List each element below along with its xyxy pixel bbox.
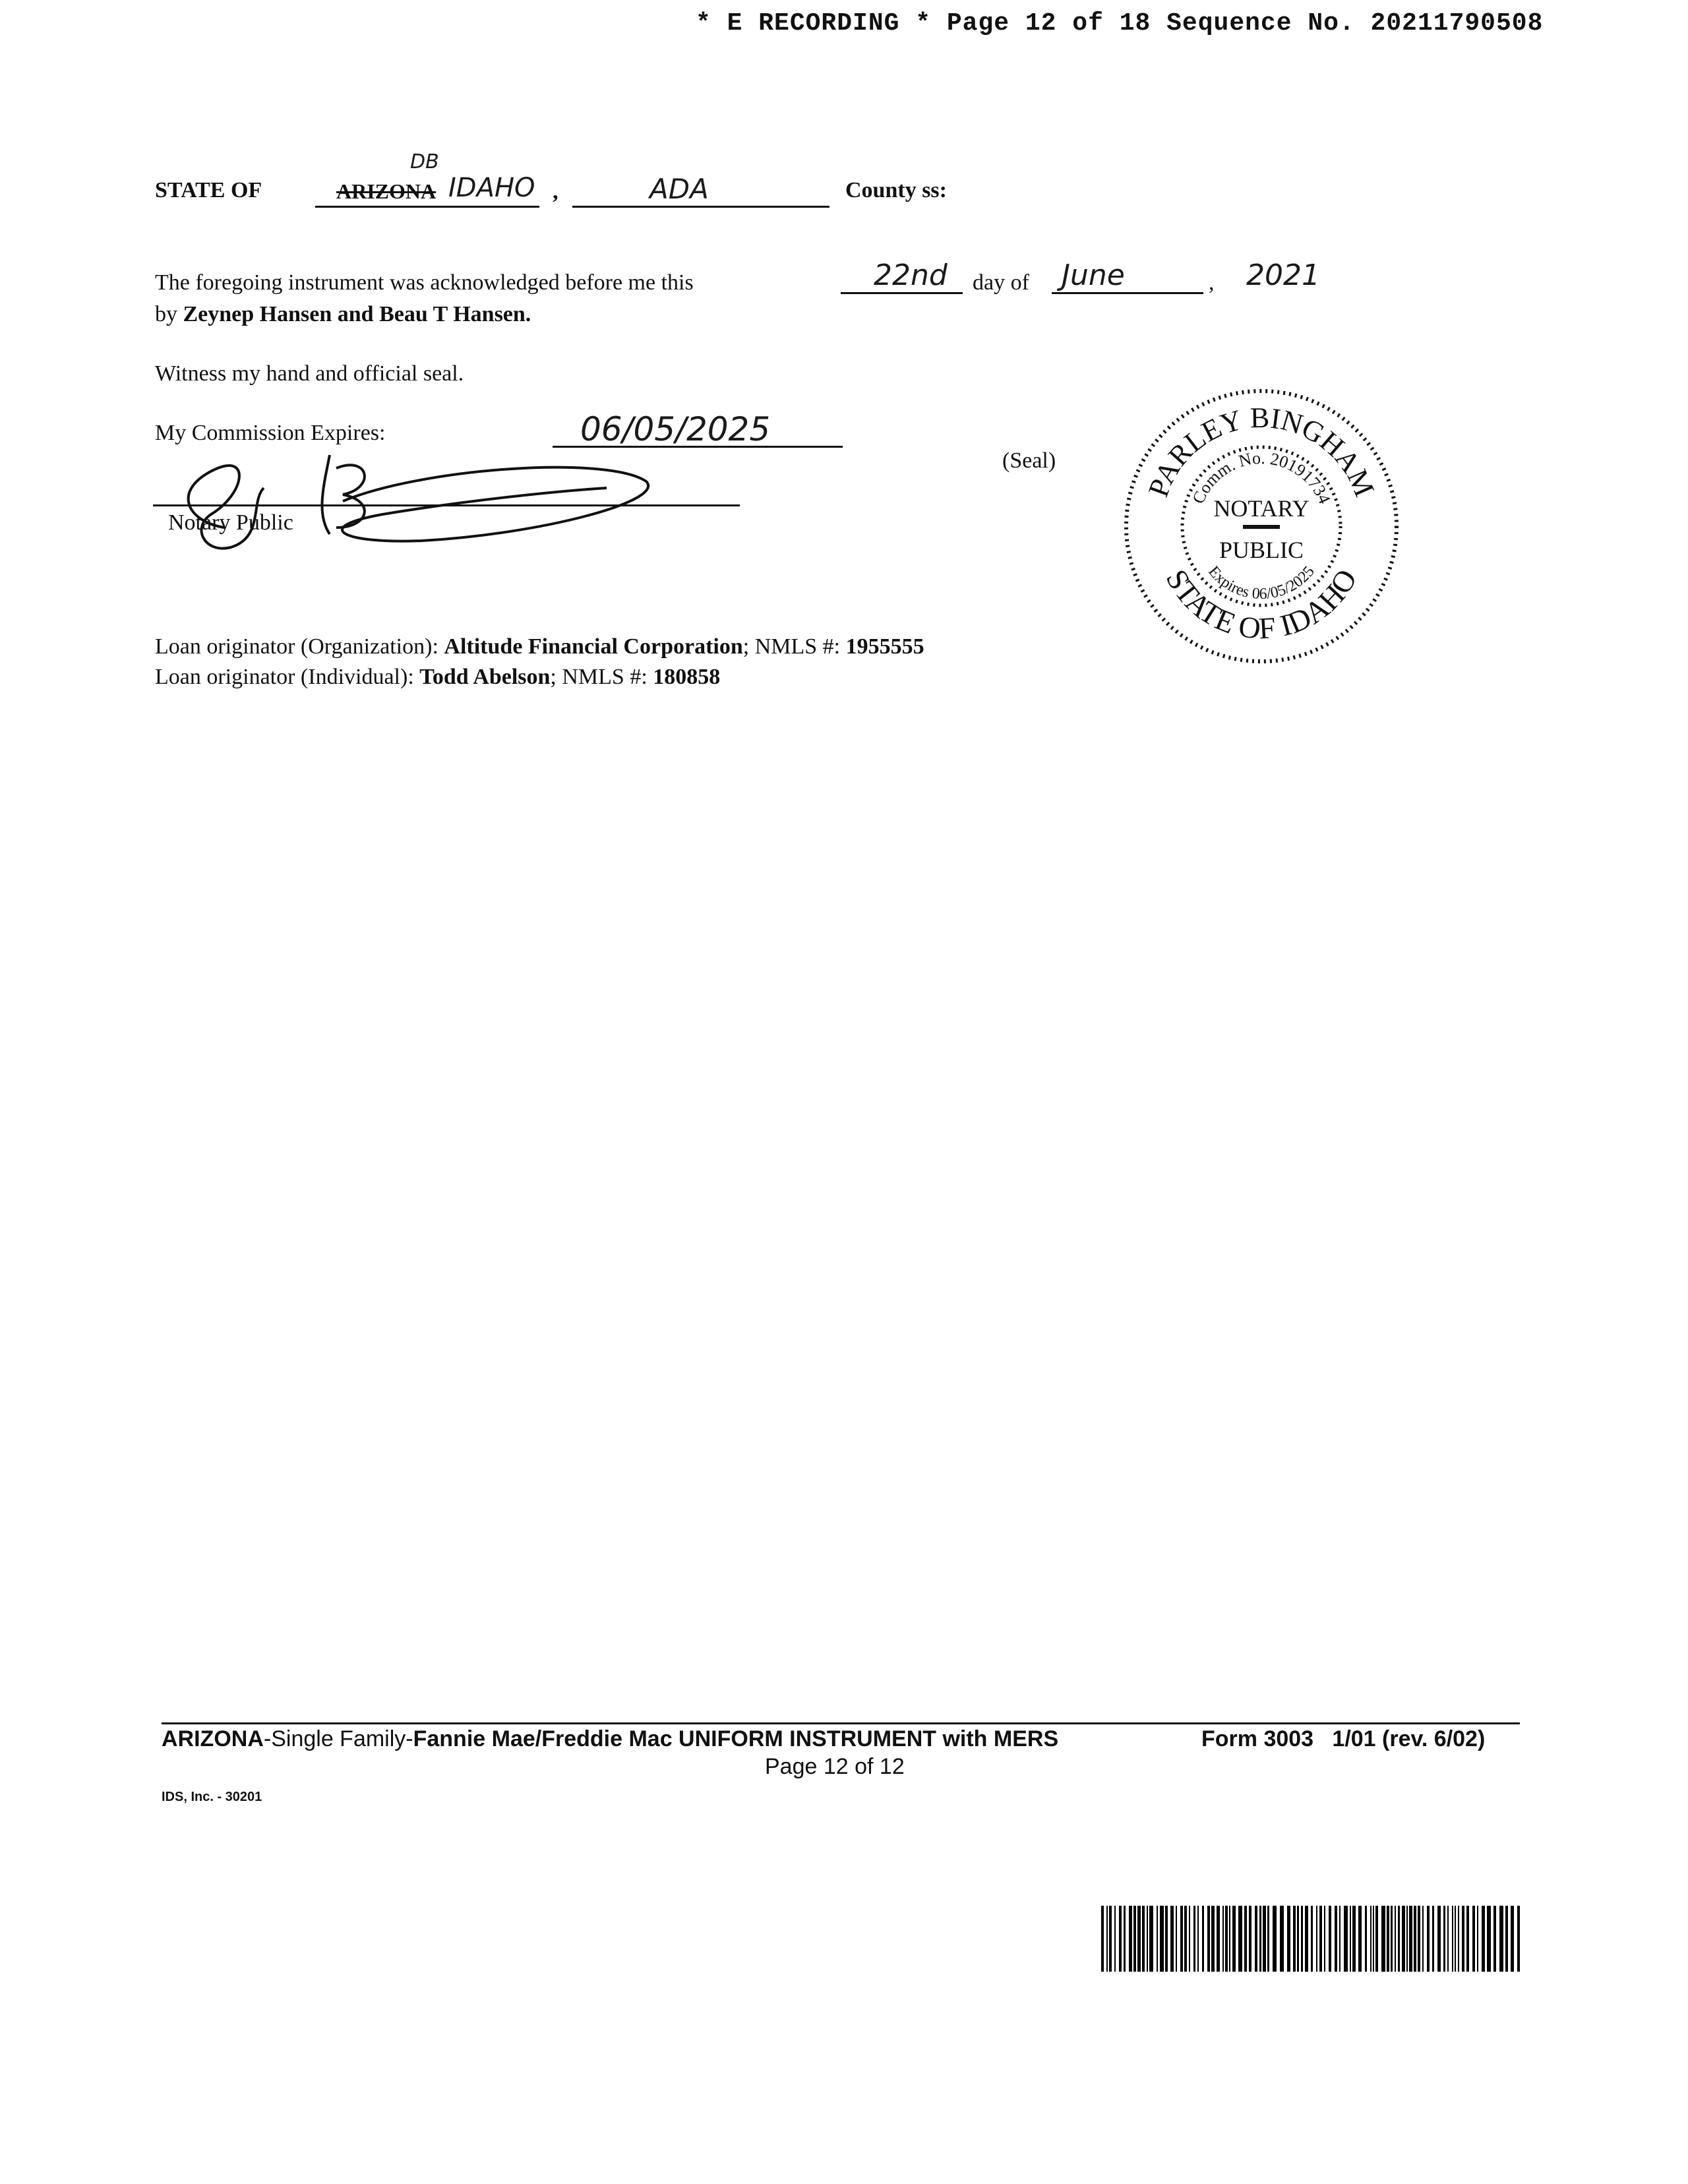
by-prefix: by	[155, 302, 177, 326]
barcode-bar	[1149, 1906, 1153, 1972]
barcode-bar	[1238, 1906, 1242, 1972]
by-line	[155, 302, 531, 327]
barcode-bar	[1280, 1906, 1284, 1972]
state-of-label: STATE OF	[155, 178, 262, 202]
barcode-bar	[1352, 1906, 1356, 1972]
state-struck-text: ARIZONA	[336, 179, 437, 203]
barcode-bar	[1109, 1906, 1112, 1972]
seal-center-top: NOTARY	[1213, 495, 1310, 522]
barcode-bar	[1432, 1906, 1434, 1972]
barcode-bar	[1101, 1906, 1104, 1972]
barcode-bar	[1211, 1906, 1215, 1972]
barcode-bar	[1176, 1906, 1177, 1972]
barcode-bar	[1365, 1906, 1367, 1972]
barcode-bar	[1422, 1906, 1424, 1972]
barcode-bar	[1452, 1906, 1453, 1972]
barcode-bar	[1370, 1906, 1372, 1972]
barcode-bar	[1222, 1906, 1224, 1972]
barcode-bar	[1263, 1906, 1266, 1972]
barcode-bar	[1217, 1906, 1220, 1972]
barcode-bar	[1297, 1906, 1299, 1972]
barcode-bar	[1409, 1906, 1412, 1972]
barcode-bar	[1458, 1906, 1459, 1972]
notary-signature	[145, 429, 659, 574]
barcode-bar	[1170, 1906, 1174, 1972]
barcode-bar	[1249, 1906, 1251, 1972]
state-underline	[315, 206, 539, 208]
ind-nmls-label: ; NMLS #:	[550, 665, 648, 689]
notary-public-label: Notary Public	[168, 510, 293, 535]
county-underline	[572, 206, 829, 208]
barcode-bar	[1293, 1906, 1296, 1972]
barcode-bar	[1157, 1906, 1158, 1972]
barcode-bar	[1339, 1906, 1341, 1972]
seal-top-arc: PARLEY BINGHAM	[1141, 401, 1381, 501]
barcode-bar	[1437, 1906, 1441, 1972]
month-handwritten: June	[1062, 258, 1125, 292]
barcode-bar	[1406, 1906, 1408, 1972]
footer-single-family: -Single Family-	[263, 1726, 413, 1751]
day-handwritten: 22nd	[874, 258, 948, 292]
state-handwritten: IDAHO	[448, 173, 535, 203]
barcode	[1101, 1906, 1523, 1972]
barcode-bar	[1133, 1906, 1136, 1972]
barcode-bar	[1165, 1906, 1168, 1972]
barcode-bar	[1375, 1906, 1378, 1972]
barcode-bar	[1305, 1906, 1308, 1972]
date-comma: ,	[1209, 270, 1215, 295]
day-of-label: day of	[973, 270, 1029, 295]
barcode-bar	[1106, 1906, 1108, 1972]
seal-label: (Seal)	[1002, 448, 1056, 473]
barcode-bar	[1443, 1906, 1445, 1972]
barcode-bar	[1398, 1906, 1400, 1972]
ind-label: Loan originator (Individual):	[155, 665, 414, 689]
barcode-bar	[1329, 1906, 1331, 1972]
footer-rule	[162, 1722, 1520, 1724]
county-label: County ss:	[845, 178, 947, 202]
barcode-bar	[1381, 1906, 1385, 1972]
loan-originator-individual	[155, 665, 720, 690]
barcode-bar	[1259, 1906, 1261, 1972]
barcode-bar	[1316, 1906, 1317, 1972]
barcode-bar	[1499, 1906, 1503, 1972]
barcode-bar	[1350, 1906, 1351, 1972]
barcode-bar	[1493, 1906, 1496, 1972]
barcode-bar	[1189, 1906, 1190, 1972]
footer-instrument-line	[162, 1726, 1058, 1752]
barcode-bar	[1418, 1906, 1420, 1972]
barcode-bar	[1358, 1906, 1362, 1972]
barcode-bar	[1202, 1906, 1204, 1972]
day-underline	[841, 292, 963, 294]
barcode-bar	[1142, 1906, 1145, 1972]
barcode-bar	[1229, 1906, 1230, 1972]
barcode-bar	[1462, 1906, 1464, 1972]
seal-center-bottom: PUBLIC	[1219, 537, 1304, 563]
footer-page: Page 12 of 12	[765, 1754, 905, 1779]
footer-instrument: Fannie Mae/Freddie Mac UNIFORM INSTRUMENT with MERS	[413, 1726, 1059, 1751]
barcode-bar	[1482, 1906, 1485, 1972]
footer-ids: IDS, Inc. - 30201	[162, 1790, 262, 1804]
recording-header: * E RECORDING * Page 12 of 18 Sequence No. 20211790508	[696, 9, 1544, 38]
barcode-bar	[1267, 1906, 1269, 1972]
barcode-bar	[1180, 1906, 1183, 1972]
state-initials: DB	[410, 150, 439, 173]
org-nmls: 1955555	[845, 634, 924, 659]
barcode-bar	[1324, 1906, 1325, 1972]
barcode-bar	[1193, 1906, 1195, 1972]
seal-comm-no: Comm. No. 20191734	[1188, 448, 1335, 507]
org-name: Altitude Financial Corporation	[444, 634, 743, 659]
county-handwritten: ADA	[649, 173, 709, 205]
barcode-bar	[1373, 1906, 1374, 1972]
seal-bottom-arc: STATE OF IDAHO	[1159, 563, 1364, 646]
barcode-bar	[1487, 1906, 1491, 1972]
barcode-bar	[1137, 1906, 1141, 1972]
barcode-bar	[1414, 1906, 1416, 1972]
barcode-bar	[1427, 1906, 1430, 1972]
ind-name: Todd Abelson	[419, 665, 551, 689]
barcode-bar	[1124, 1906, 1126, 1972]
barcode-bar	[1311, 1906, 1313, 1972]
barcode-bar	[1472, 1906, 1475, 1972]
ind-nmls: 180858	[653, 665, 721, 689]
seal-center-divider	[1243, 525, 1280, 529]
barcode-bar	[1119, 1906, 1122, 1972]
barcode-bar	[1225, 1906, 1228, 1972]
barcode-bar	[1160, 1906, 1164, 1972]
barcode-bar	[1232, 1906, 1236, 1972]
barcode-bar	[1287, 1906, 1290, 1972]
barcode-bar	[1184, 1906, 1187, 1972]
barcode-bar	[1273, 1906, 1277, 1972]
year-handwritten: 2021	[1246, 258, 1320, 292]
barcode-bar	[1447, 1906, 1449, 1972]
foregoing-text: The foregoing instrument was acknowledged before me this	[155, 270, 694, 295]
barcode-bar	[1301, 1906, 1303, 1972]
by-names: Zeynep Hansen and Beau T Hansen.	[183, 302, 531, 326]
barcode-bar	[1129, 1906, 1132, 1972]
commission-label: My Commission Expires:	[155, 421, 386, 445]
barcode-bar	[1114, 1906, 1116, 1972]
org-nmls-label: ; NMLS #:	[742, 634, 841, 659]
barcode-bar	[1255, 1906, 1257, 1972]
barcode-bar	[1466, 1906, 1469, 1972]
barcode-bar	[1147, 1906, 1148, 1972]
barcode-bar	[1319, 1906, 1322, 1972]
footer-state: ARIZONA	[162, 1726, 264, 1751]
notary-seal-stamp	[1116, 381, 1406, 671]
barcode-bar	[1387, 1906, 1389, 1972]
barcode-bar	[1335, 1906, 1337, 1972]
commission-handwritten: 06/05/2025	[580, 410, 771, 448]
barcode-bar	[1244, 1906, 1247, 1972]
seal-expires: Expires 06/05/2025	[1205, 562, 1318, 603]
barcode-bar	[1511, 1906, 1514, 1972]
loan-originator-org	[155, 634, 924, 659]
month-underline	[1052, 292, 1203, 294]
barcode-bar	[1505, 1906, 1508, 1972]
org-label: Loan originator (Organization):	[155, 634, 438, 659]
state-comma: ,	[553, 179, 558, 204]
barcode-bar	[1197, 1906, 1199, 1972]
barcode-bar	[1455, 1906, 1456, 1972]
barcode-bar	[1391, 1906, 1393, 1972]
barcode-bar	[1402, 1906, 1405, 1972]
barcode-bar	[1207, 1906, 1210, 1972]
barcode-bar	[1477, 1906, 1478, 1972]
barcode-bar	[1344, 1906, 1348, 1972]
barcode-bar	[1395, 1906, 1396, 1972]
barcode-bar	[1517, 1906, 1520, 1972]
witness-text: Witness my hand and official seal.	[155, 361, 464, 386]
footer-form: Form 3003 1/01 (rev. 6/02)	[1201, 1726, 1486, 1751]
